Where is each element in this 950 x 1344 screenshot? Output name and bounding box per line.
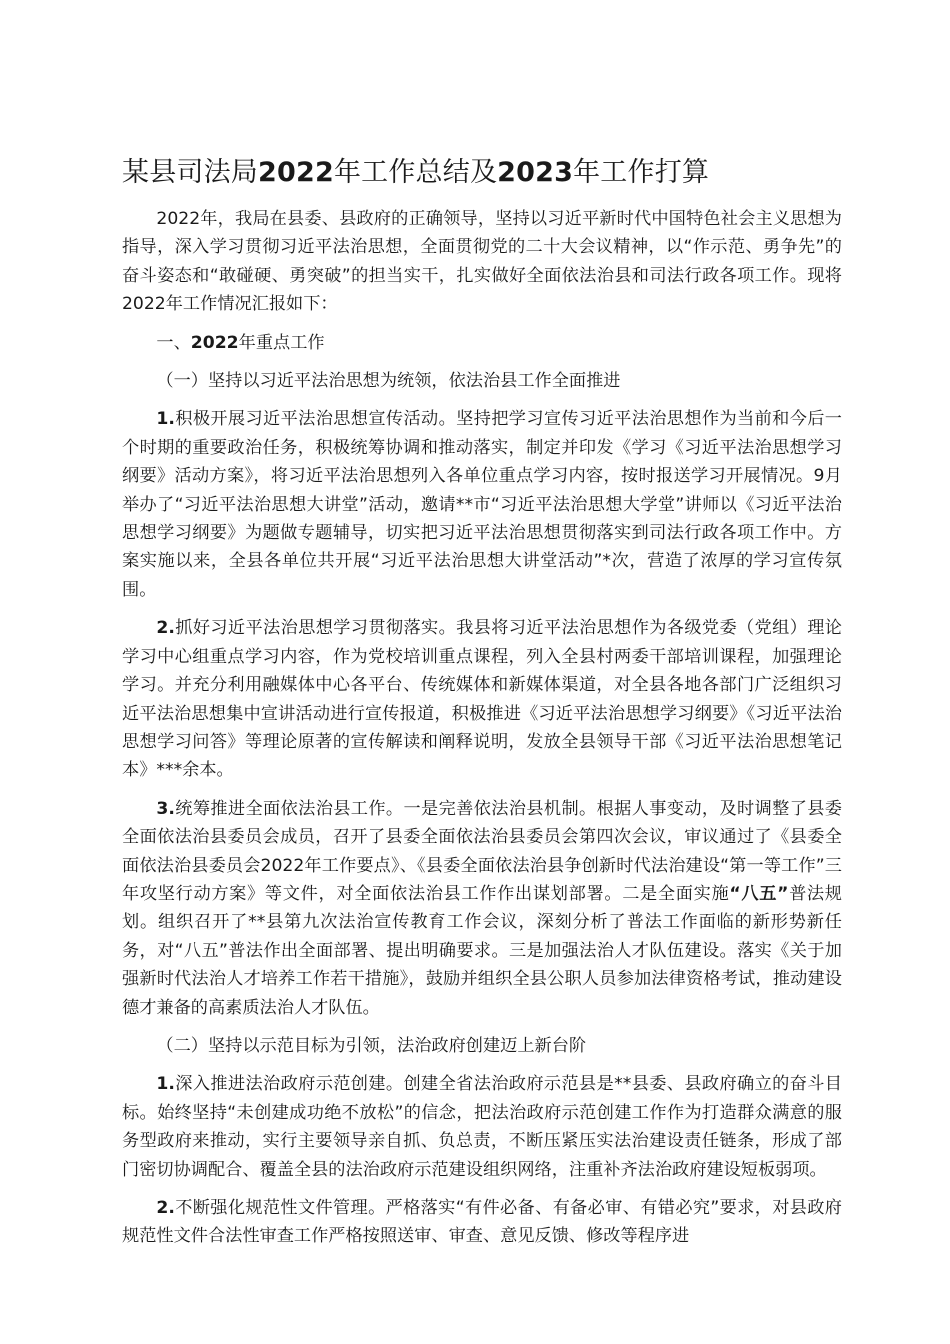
document-title [122, 153, 842, 193]
subsection-heading-2: （二）坚持以示范目标为引领，法治政府创建迈上新台阶 [156, 1035, 587, 1056]
title-prefix: 某县司法局 [122, 157, 258, 188]
section-heading-1 [122, 329, 842, 357]
item3-bold: “八五” [729, 883, 789, 904]
item2-text: 抓好习近平法治思想学习贯彻落实。我县将习近平法治思想作为各级党委（党组）理论学习中心组重点学习内容，作为党校培训重点课程，列入全县村两委干部培训课程，加强理论学习。并充分利用融媒体中心各平台、传统媒体和新媒体渠道，对全县各地各部门广泛组织习近平法治思想集中宣讲活动进行宣传报道，积极推进《习近平法治思想学习纲要》《习近平法治思想学习问答》等理论原著的宣传解读和阐释说明，发放全县领导干部《习近平法治思想笔记本》***余本。 [122, 618, 842, 781]
title-year-2023: 2023 [497, 157, 574, 188]
title-mid: 年工作总结及 [333, 157, 498, 188]
paragraph-item-3 [122, 795, 842, 1022]
item4-text: 深入推进法治政府示范创建。创建全省法治政府示范县是**县委、县政府确立的奋斗目标。始终坚持“未创建成功绝不放松”的信念，把法治政府示范创建工作作为打造群众满意的服务型政府来推动，实行主要领导亲自抓、负总责，不断压紧压实法治建设责任链条，形成了部门密切协调配合、覆盖全县的法治政府示范建设组织网络，注重补齐法治政府建设短板弱项。 [122, 1074, 842, 1180]
title-year-2022: 2022 [258, 157, 334, 188]
paragraph-item-4 [122, 1070, 842, 1184]
intro-paragraph: 2022年，我局在县委、县政府的正确领导，坚持以习近平新时代中国特色社会主义思想为指导，深入学习贯彻习近平法治思想，全面贯彻党的二十大会议精神，以“作示范、勇争先”的奋斗姿态和“敢碰硬、勇突破”的担当实干，扎实做好全面依法治县和司法行政各项工作。现将2022年工作情况汇报如下： [122, 209, 842, 315]
section1-rest: 年重点工作 [238, 332, 325, 353]
item1-text: 积极开展习近平法治思想宣传活动。坚持把学习宣传习近平法治思想作为当前和今后一个时期的重要政治任务，积极统筹协调和推动落实，制定并印发《学习《习近平法治思想学习纲要》活动方案》，将习近平法治思想列入各单位重点学习内容，按时报送学习开展情况。9月举办了“习近平法治思想大讲堂”活动，邀请**市“习近平法治思想大学堂”讲师以《习近平法治思想学习纲要》为题做专题辅导，切实把习近平法治思想贯彻落实到司法行政各项工作中。方案实施以来，全县各单位共开展“习近平法治思想大讲堂活动”*次，营造了浓厚的学习宣传氛围。 [122, 409, 842, 600]
paragraph-item-2 [122, 614, 842, 784]
item1-number: 1. [156, 409, 175, 430]
document-body [122, 205, 842, 1261]
section1-prefix: 一、 [156, 332, 191, 353]
paragraph-item-1 [122, 405, 842, 604]
item3-text-a: 统筹推进全面依法治县工作。一是完善依法治县机制。根据人事变动，及时调整了县委全面依法治县委员会成员，召开了县委全面依法治县委员会第四次会议，审议通过了《县委全面依法治县委员会2022年工作要点》、《县委全面依法治县争创新时代法治建设“第一等工作”三年攻坚行动方案》等文件，对全面依法治县工作作出谋划部署。二是全面实施 [122, 798, 842, 904]
item3-number: 3. [156, 798, 175, 819]
item5-text: 不断强化规范性文件管理。严格落实“有件必备、有备必审、有错必究”要求，对县政府规范性文件合法性审查工作严格按照送审、审查、意见反馈、修改等程序进 [122, 1198, 842, 1247]
paragraph-item-5 [122, 1194, 842, 1251]
title-suffix: 年工作打算 [573, 157, 710, 188]
item3-text-b: 普法规划。组织召开了**县第九次法治宣传教育工作会议，深刻分析了普法工作面临的新形势新任务，对“八五”普法作出全面部署、提出明确要求。三是加强法治人才队伍建设。落实《关于加强新时代法治人才培养工作若干措施》，鼓励并组织全县公职人员参加法律资格考试，推动建设德才兼备的高素质法治人才队伍。 [122, 883, 842, 1018]
item5-number: 2. [156, 1198, 175, 1218]
subsection-heading-1: （一）坚持以习近平法治思想为统领，依法治县工作全面推进 [156, 371, 621, 392]
item4-number: 1. [156, 1074, 175, 1095]
section1-year: 2022 [190, 332, 239, 353]
item2-number: 2. [156, 618, 175, 639]
